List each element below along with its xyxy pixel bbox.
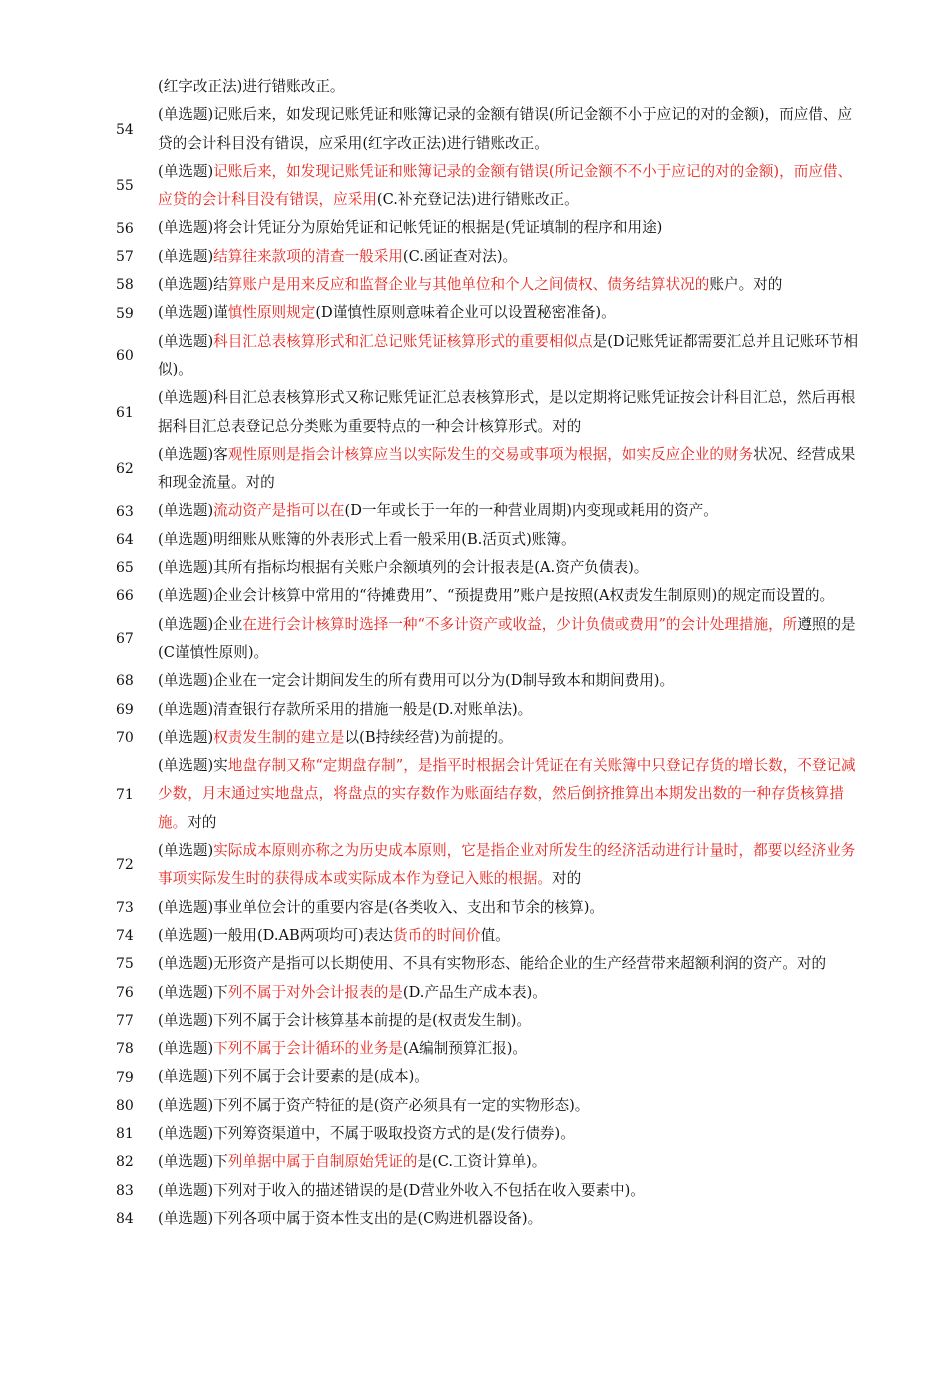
question-number: 56 — [116, 220, 134, 237]
question-number: 82 — [116, 1154, 134, 1171]
text-segment: (单选题)下 — [158, 1153, 228, 1171]
question-row — [0, 1205, 950, 1233]
text-segment: (单选题)一般用(D.AB两项均可)表达 — [158, 926, 393, 944]
text-segment: (D谨慎性原则意味着企业可以设置秘密准备)。 — [315, 304, 616, 322]
text-segment: (C.函证查对法)。 — [402, 247, 518, 265]
text-segment: (D.产品生产成本表)。 — [402, 983, 547, 1001]
text-segment: (单选题)下列筹资渠道中，不属于吸取投资方式的是(发行债券)。 — [158, 1124, 575, 1142]
text-segment: (单选题) — [158, 1040, 214, 1058]
text-segment: (A编制预算汇报)。 — [402, 1040, 527, 1058]
highlighted-text-segment: 流动资产是指可以在 — [213, 502, 345, 520]
text-segment: (单选题) — [158, 728, 214, 746]
question-row — [0, 696, 950, 724]
highlighted-text-segment: 列单据中属于自制原始凭证的 — [227, 1153, 418, 1171]
question-row — [0, 214, 950, 242]
text-segment: (红字改正法)进行错账改正。 — [158, 78, 345, 95]
question-text — [158, 1063, 864, 1091]
text-segment: (单选题)事业单位会计的重要内容是(各类收入、支出和节余的核算)。 — [158, 898, 604, 916]
question-text — [158, 1007, 864, 1035]
question-text — [158, 158, 864, 215]
text-segment: (单选题) — [158, 247, 214, 265]
question-row — [0, 950, 950, 978]
text-segment: 以(B持续经营)为前提的。 — [344, 728, 513, 746]
question-row — [0, 922, 950, 950]
text-segment: (单选题)下列各项中属于资本性支出的是(C购进机器设备)。 — [158, 1209, 543, 1227]
question-number: 60 — [116, 347, 134, 364]
text-segment: (单选题)无形资产是指可以长期使用、不具有实物形态、能给企业的生产经营带来超额利润的资产。对的 — [158, 955, 827, 973]
question-number: 73 — [116, 899, 134, 916]
question-row — [0, 1092, 950, 1120]
question-text — [158, 73, 864, 101]
question-text — [158, 1148, 864, 1176]
question-row — [0, 894, 950, 922]
text-segment: 对的 — [552, 870, 582, 888]
question-row — [0, 243, 950, 271]
question-row — [0, 1007, 950, 1035]
question-number: 67 — [116, 630, 134, 647]
question-row — [0, 752, 950, 837]
question-number: 79 — [116, 1069, 134, 1086]
question-row — [0, 837, 950, 894]
question-text — [158, 214, 864, 242]
text-segment: (单选题)企业会计核算中常用的“待摊费用”、“预提费用”账户是按照(A权责发生制原则)的规定而设置的。 — [158, 587, 835, 605]
highlighted-text-segment: 实际成本原则亦称之为历史成本原则，它是指企业对所发生的经济活动进行计量时，都要以经济业务事项实际发生时的获得成本或实际成本作为登记入账的根据。 — [158, 842, 856, 888]
question-row — [0, 979, 950, 1007]
question-text — [158, 1177, 864, 1205]
question-row — [0, 582, 950, 610]
question-number: 68 — [116, 673, 134, 690]
highlighted-text-segment: 科目汇总表核算形式和汇总记账凭证核算形式的重要相似点 — [213, 332, 593, 350]
question-text — [158, 271, 864, 299]
question-text — [158, 441, 864, 498]
text-segment: (单选题) — [158, 162, 214, 180]
question-text — [158, 611, 864, 668]
highlighted-text-segment: 记账后来，如发现记账凭证和账簿记录的金额有错误(所记金额不不小于应记的对的金额)，而应借、应贷的会计科目没有错误，应采用 — [158, 162, 853, 209]
question-row — [0, 73, 950, 101]
question-number: 69 — [116, 701, 134, 718]
highlighted-text-segment: 在进行会计核算时选择一种“不多计资产或收益，少计负债或费用”的会计处理措施，所 — [242, 615, 798, 633]
question-row — [0, 1035, 950, 1063]
question-text — [158, 101, 864, 158]
question-number: 63 — [116, 503, 134, 520]
question-row — [0, 158, 950, 215]
question-text — [158, 979, 864, 1007]
text-segment: (单选题)科目汇总表核算形式又称记账凭证汇总表核算形式，是以定期将记账凭证按会计科目汇总，然后再根据科目汇总表登记总分类账为重要特点的一种会计核算形式。对的 — [158, 389, 856, 435]
text-segment: 是(D记账凭证都需要汇总并且记账环节相似)。 — [158, 332, 859, 378]
question-number: 65 — [116, 560, 134, 577]
highlighted-text-segment: 结算往来款项的清查一般采用 — [213, 247, 403, 265]
text-segment: (单选题)其所有指标均根据有关账户余额填列的会计报表是(A.资产负债表)。 — [158, 559, 649, 577]
question-row — [0, 1063, 950, 1091]
question-text — [158, 1205, 864, 1233]
question-number: 78 — [116, 1041, 134, 1058]
question-row — [0, 497, 950, 525]
text-segment: (单选题)企业 — [158, 615, 243, 633]
question-number: 62 — [116, 461, 134, 478]
question-row — [0, 724, 950, 752]
text-segment: (单选题)明细账从账簿的外表形式上看一般采用(B.活页式)账簿。 — [158, 530, 576, 548]
highlighted-text-segment: 慎性原则规定 — [227, 304, 316, 322]
text-segment: (单选题)下列对于收入的描述错误的是(D营业外收入不包括在收入要素中)。 — [158, 1181, 645, 1199]
question-row — [0, 554, 950, 582]
question-number: 70 — [116, 729, 134, 746]
question-number: 59 — [116, 305, 134, 322]
question-text — [158, 837, 864, 894]
question-number: 80 — [116, 1097, 134, 1114]
text-segment: (单选题) — [158, 332, 214, 350]
text-segment: 账户。对的 — [709, 276, 783, 294]
text-segment: (单选题)企业在一定会计期间发生的所有费用可以分为(D制导致本和期间费用)。 — [158, 672, 675, 690]
question-row — [0, 667, 950, 695]
question-number: 66 — [116, 588, 134, 605]
text-segment: 是(C.工资计算单)。 — [417, 1153, 547, 1171]
text-segment: (单选题)下列不属于资产特征的是(资产必须具有一定的实物形态)。 — [158, 1096, 590, 1114]
question-number: 61 — [116, 404, 134, 421]
question-number: 77 — [116, 1012, 134, 1029]
text-segment: 遵照的是(C谨慎性原则)。 — [158, 615, 856, 661]
question-text — [158, 696, 864, 724]
question-text — [158, 950, 864, 978]
question-text — [158, 1120, 864, 1148]
question-text — [158, 328, 864, 385]
question-row — [0, 328, 950, 385]
question-text — [158, 922, 864, 950]
question-number: 83 — [116, 1182, 134, 1199]
text-segment: (单选题)实 — [158, 757, 228, 775]
question-text — [158, 1035, 864, 1063]
text-segment: (单选题) — [158, 502, 214, 520]
highlighted-text-segment: 地盘存制又称“定期盘存制”，是指平时根据会计凭证在有关账簿中只登记存货的增长数，不登记减少数，月末通过实地盘点，将盘点的实存数作为账面结存数，然后倒挤推算出本期发出数的一种存货核算措施。 — [158, 757, 856, 831]
text-segment: (单选题)清查银行存款所采用的措施一般是(D.对账单法)。 — [158, 700, 533, 718]
text-segment: (单选题)客 — [158, 445, 228, 463]
highlighted-text-segment: 算账户是用来反应和监督企业与其他单位和个人之间债权、债务结算状况的 — [227, 276, 710, 294]
question-text — [158, 724, 864, 752]
question-row — [0, 299, 950, 327]
question-row — [0, 1177, 950, 1205]
question-text — [158, 582, 864, 610]
highlighted-text-segment: 权责发生制的建立是 — [213, 728, 345, 746]
question-row — [0, 384, 950, 441]
question-row — [0, 526, 950, 554]
question-text — [158, 299, 864, 327]
text-segment: (单选题) — [158, 842, 214, 860]
question-number: 74 — [116, 928, 134, 945]
question-row — [0, 101, 950, 158]
question-text — [158, 243, 864, 271]
text-segment: (D一年或长于一年的一种营业周期)内变现或耗用的资产。 — [344, 502, 718, 520]
text-segment: (单选题)下 — [158, 983, 228, 1001]
question-text — [158, 384, 864, 441]
text-segment: 值。 — [480, 926, 510, 944]
text-segment: (单选题)谨 — [158, 304, 228, 322]
question-number: 76 — [116, 984, 134, 1001]
question-text — [158, 554, 864, 582]
text-segment: (单选题)结 — [158, 276, 228, 294]
question-text — [158, 894, 864, 922]
question-number: 64 — [116, 531, 134, 548]
question-text — [158, 1092, 864, 1120]
question-row — [0, 1148, 950, 1176]
question-number: 71 — [116, 786, 134, 803]
question-number: 72 — [116, 857, 134, 874]
text-segment: (单选题)下列不属于会计核算基本前提的是(权责发生制)。 — [158, 1011, 532, 1029]
question-text — [158, 526, 864, 554]
question-number: 58 — [116, 277, 134, 294]
question-number: 75 — [116, 956, 134, 973]
question-number: 55 — [116, 178, 134, 195]
text-segment: (C.补充登记法)进行错账改正。 — [376, 191, 579, 209]
question-text — [158, 497, 864, 525]
question-number: 84 — [116, 1211, 134, 1228]
text-segment: (单选题)将会计凭证分为原始凭证和记帐凭证的根据是(凭证填制的程序和用途) — [158, 219, 663, 237]
highlighted-text-segment: 货币的时间价 — [392, 926, 481, 944]
question-text — [158, 752, 864, 837]
highlighted-text-segment: 观性原则是指会计核算应当以实际发生的交易或事项为根据，如实反应企业的财务 — [227, 445, 754, 463]
question-row — [0, 441, 950, 498]
text-segment: 状况、经营成果和现金流量。对的 — [158, 445, 856, 492]
question-row — [0, 1120, 950, 1148]
highlighted-text-segment: 列不属于对外会计报表的是 — [227, 983, 403, 1001]
text-segment: (单选题)下列不属于会计要素的是(成本)。 — [158, 1068, 429, 1086]
highlighted-text-segment: 下列不属于会计循环的业务是 — [213, 1040, 403, 1058]
question-number: 81 — [116, 1126, 134, 1143]
question-row — [0, 611, 950, 668]
question-number: 54 — [116, 121, 134, 138]
question-number: 57 — [116, 248, 134, 265]
question-row — [0, 271, 950, 299]
text-segment: (单选题)记账后来，如发现记账凭证和账簿记录的金额有错误(所记金额不小于应记的对的金额)，而应借、应贷的会计科目没有错误，应采用(红字改正法)进行错账改正。 — [158, 106, 853, 152]
question-text — [158, 667, 864, 695]
text-segment: 对的 — [187, 813, 217, 831]
